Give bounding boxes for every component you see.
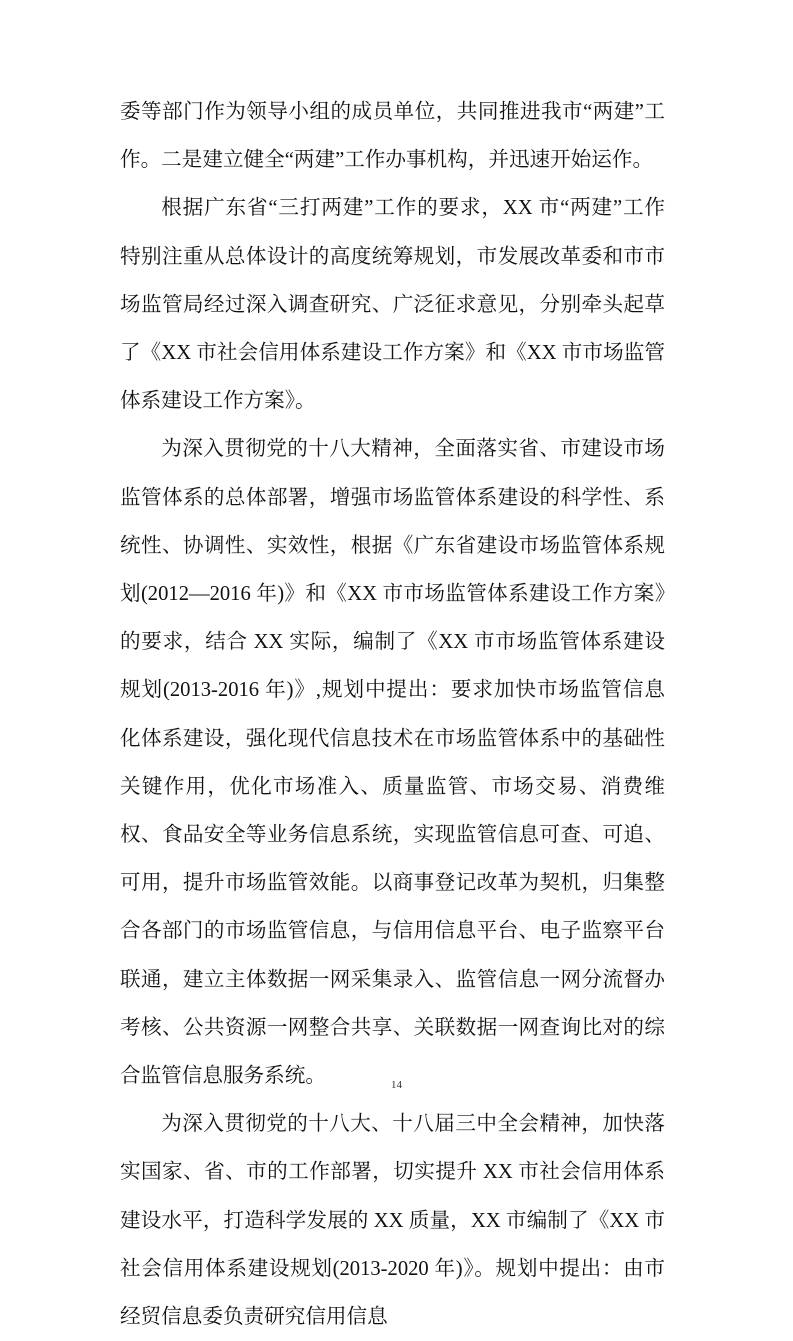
paragraph-continuation: 委等部门作为领导小组的成员单位，共同推进我市“两建”工作。二是建立健全“两建”工作办事机构，并迅速开始运作。	[120, 101, 665, 172]
body-text	[120, 88, 665, 1341]
paragraph-social-credit-plan: 为深入贯彻党的十八大、十八届三中全会精神，加快落实国家、省、市的工作部署，切实提升 XX 市社会信用体系建设水平，打造科学发展的 XX 质量，XX 市编制了《XX 市社会信用体系建设规划(2013-2020 年)》。规划中提出：由市经贸信息委负责研究信用信息	[120, 1113, 665, 1329]
paragraph-market-supervision-plan: 为深入贯彻党的十八大精神，全面落实省、市建设市场监管体系的总体部署，增强市场监管体系建设的科学性、系统性、协调性、实效性，根据《广东省建设市场监管体系规划(2012—2016 年)》和《XX 市市场监管体系建设工作方案》的要求，结合 XX 实际，编制了《XX 市市场监管体系建设规划(2013-2016 年)》,规划中提出：要求加快市场监管信息化体系建设，强化现代信息技术在市场监管体系中的基础性关键作用，优化市场准入、质量监管、市场交易、消费维权、食品安全等业务信息系统，实现监管信息可查、可追、可用，提升市场监管效能。以商事登记改革为契机，归集整合各部门的市场监管信息，与信用信息平台、电子监察平台联通，建立主体数据一网采集录入、监管信息一网分流督办考核、公共资源一网整合共享、关联数据一网查询比对的综合监管信息服务系统。	[120, 438, 665, 1088]
page-number: 14	[391, 1079, 402, 1091]
paragraph-two-construction-plans: 根据广东省“三打两建”工作的要求，XX 市“两建”工作特别注重从总体设计的高度统筹规划，市发展改革委和市市场监管局经过深入调查研究、广泛征求意见，分别牵头起草了《XX 市社会信用体系建设工作方案》和《XX 市市场监管体系建设工作方案》。	[120, 197, 665, 413]
